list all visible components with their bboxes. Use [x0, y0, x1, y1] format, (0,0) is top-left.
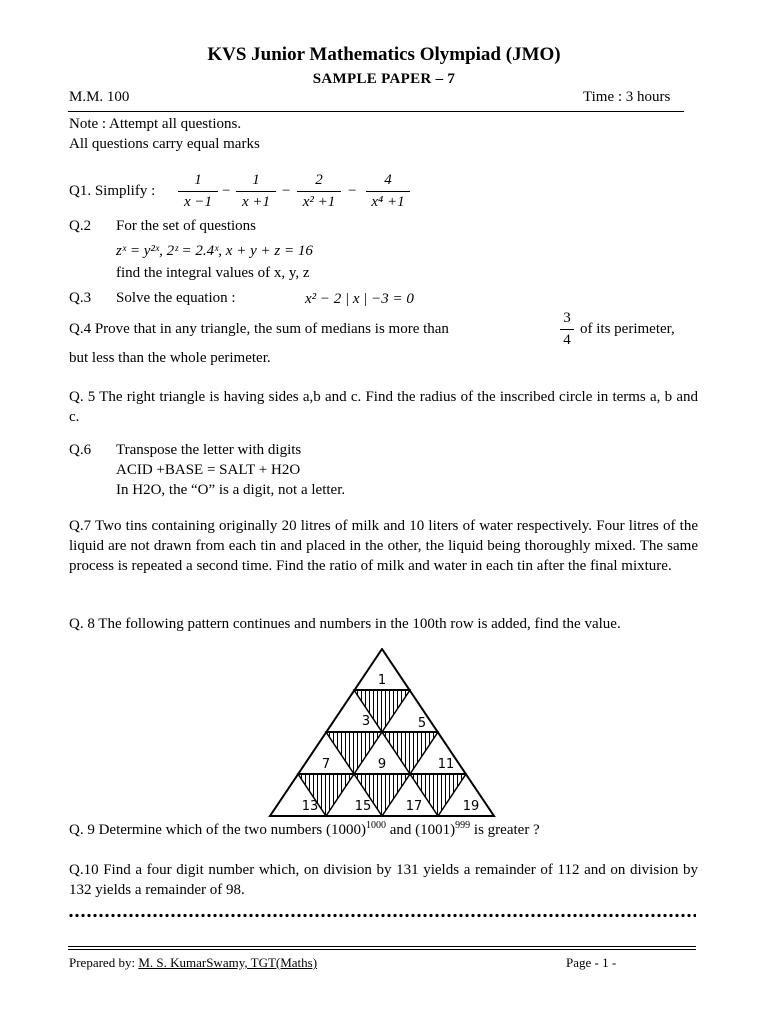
- q9-exponent-2: 999: [455, 820, 471, 831]
- note-line-1: Note : Attempt all questions.: [69, 116, 242, 132]
- footer-page-number: Page - 1 -: [566, 955, 617, 970]
- paper-title: KVS Junior Mathematics Olympiad (JMO): [207, 44, 561, 65]
- triangle-number-17: 17: [405, 799, 423, 814]
- q6-text: Transpose the letter with digits: [116, 442, 302, 458]
- q1-minus-3: −: [348, 183, 357, 199]
- q1-term-4: 4 x⁴ +1: [366, 172, 410, 211]
- footer-author: M. S. KumarSwamy, TGT(Maths): [138, 955, 318, 970]
- footer-rule-top: [68, 946, 696, 947]
- q4-text-line-2: but less than the whole perimeter.: [69, 350, 271, 366]
- q9-text-end: is greater ?: [470, 822, 540, 838]
- q6-line-2: ACID +BASE = SALT + H2O: [116, 462, 301, 478]
- q4-fraction: 3 4: [560, 310, 574, 349]
- max-marks: M.M. 100: [69, 89, 130, 105]
- paper-subtitle: SAMPLE PAPER – 7: [312, 71, 456, 87]
- q9-exponent-1: 1000: [366, 820, 387, 831]
- q7-text: Q.7 Two tins containing originally 20 litres of milk and 10 liters of water respectively. Four litres of the liquid are not drawn from each tin and placed in the other, the liquid being thoroughly mixed. The same process is repeated a second time. Find the ratio of milk and water in each tin after the final mixture.: [69, 518, 698, 574]
- q1-term-3: 2 x² +1: [297, 172, 341, 211]
- triangle-number-11: 11: [437, 757, 455, 772]
- q2-equation: zˣ = y²ˣ, 2ᶻ = 2.4ˣ, x + y + z = 16: [116, 243, 313, 259]
- q8-text: Q. 8 The following pattern continues and numbers in the 100th row is added, find the value.: [69, 616, 621, 632]
- q3-number: Q.3: [69, 290, 92, 306]
- triangle-number-19: 19: [462, 799, 480, 814]
- q2-text-2: find the integral values of x, y, z: [116, 265, 310, 281]
- q4-text: Q.4 Prove that in any triangle, the sum of medians is more than: [69, 321, 449, 337]
- q1-label: Q1. Simplify :: [69, 183, 156, 199]
- q5-text: Q. 5 The right triangle is having sides a,b and c. Find the radius of the inscribed circle in terms a, b and c.: [69, 389, 698, 425]
- note-line-2: All questions carry equal marks: [69, 136, 260, 152]
- triangle-number-1: 1: [377, 673, 387, 688]
- triangle-number-3: 3: [361, 714, 371, 729]
- time-allowed: Time : 3 hours: [583, 89, 671, 105]
- q3-text: Solve the equation :: [116, 290, 236, 306]
- header-rule: [68, 111, 684, 112]
- q2-text: For the set of questions: [116, 218, 256, 234]
- q1-term-1: 1 x −1: [178, 172, 218, 211]
- q9-text-mid: and (1001): [386, 822, 456, 838]
- q1-term-2: 1 x +1: [236, 172, 276, 211]
- q2-number: Q.2: [69, 218, 92, 234]
- inverted-triangles: [298, 690, 466, 816]
- footer-prepared-by: [69, 955, 317, 971]
- triangle-number-13: 13: [301, 799, 319, 814]
- q9-text: [69, 821, 540, 839]
- q9-text-start: Q. 9 Determine which of the two numbers (1000): [69, 822, 367, 838]
- q4-text-after: of its perimeter,: [580, 321, 675, 337]
- q6-line-3: In H2O, the “O” is a digit, not a letter.: [116, 482, 346, 498]
- q1-minus-2: −: [282, 183, 291, 199]
- triangle-number-15: 15: [354, 799, 372, 814]
- q6-number: Q.6: [69, 442, 92, 458]
- q1-minus-1: −: [222, 183, 231, 199]
- triangle-number-9: 9: [377, 757, 387, 772]
- triangle-number-7: 7: [321, 757, 331, 772]
- triangle-number-5: 5: [417, 716, 427, 731]
- q3-equation: x² − 2 | x | −3 = 0: [305, 291, 414, 307]
- triangle-pattern-figure: [268, 648, 496, 818]
- q10-text: Q.10 Find a four digit number which, on division by 131 yields a remainder of 112 and on division by 132 yields a remainder of 98.: [69, 862, 698, 898]
- dotted-separator: [68, 913, 696, 918]
- footer-prepared-label: Prepared by:: [69, 955, 136, 970]
- footer-rule-bottom: [68, 949, 696, 950]
